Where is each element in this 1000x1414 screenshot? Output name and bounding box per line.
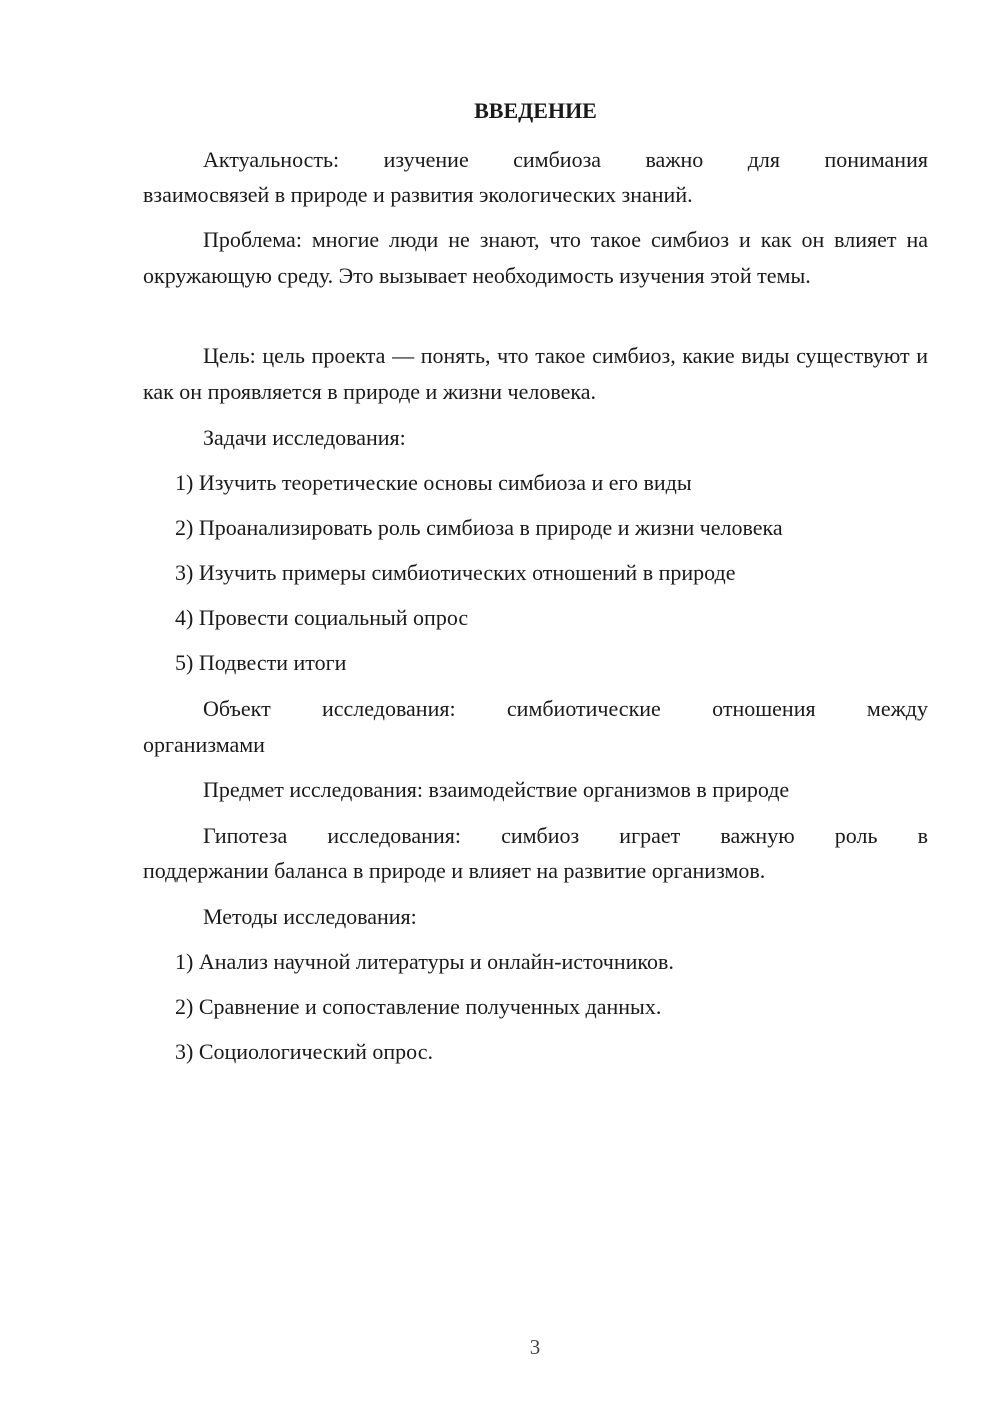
object-rest: организмами [143,732,265,757]
problem-text: Проблема: многие люди не знают, что такое симбиоз и как он влияет на окружающую среду. Это вызывает необходимость изучения этой темы. [143,227,928,288]
task-item: 3) Изучить примеры симбиотических отношений в природе [175,560,736,585]
goal-text: Цель: цель проекта — понять, что такое симбиоз, какие виды существуют и как он проявляется в природе и жизни человека. [143,343,928,404]
hypothesis-word: исследования: [327,823,461,848]
methods-heading: Методы исследования: [203,904,417,929]
page-number: 3 [529,1335,541,1359]
hypothesis-word: симбиоз [501,823,580,848]
relevance-word: Актуальность: [203,147,340,172]
problem-paragraph [143,222,928,293]
task-item: 2) Проанализировать роль симбиоза в природе и жизни человека [175,515,783,540]
object-word: симбиотические [506,696,661,721]
page-title: ВВЕДЕНИЕ [474,98,597,123]
relevance-word: важно [645,147,704,172]
hypothesis-word: в [917,823,928,848]
relevance-rest: взаимосвязей в природе и развития экологических знаний. [143,182,693,207]
task-item: 1) Изучить теоретические основы симбиоза и его виды [175,470,692,495]
hypothesis-first-line [203,822,928,850]
hypothesis-word: важную [720,823,795,848]
object-word: между [866,696,928,721]
method-item: 3) Социологический опрос. [175,1039,433,1064]
relevance-first-line [203,146,928,174]
subject-line: Предмет исследования: взаимодействие организмов в природе [203,777,790,802]
goal-paragraph [143,338,928,409]
relevance-word: симбиоза [513,147,602,172]
hypothesis-rest: поддержании баланса в природе и влияет на развитие организмов. [143,858,766,883]
method-item: 2) Сравнение и сопоставление полученных данных. [175,994,662,1019]
relevance-word: изучение [383,147,469,172]
object-word: исследования: [322,696,456,721]
hypothesis-word: Гипотеза [203,823,288,848]
hypothesis-word: играет [619,823,681,848]
relevance-word: для [747,147,781,172]
relevance-word: понимания [824,147,928,172]
task-item: 5) Подвести итоги [175,650,347,675]
object-first-line [203,695,928,723]
task-item: 4) Провести социальный опрос [175,605,469,630]
method-item: 1) Анализ научной литературы и онлайн-источников. [175,949,674,974]
hypothesis-word: роль [834,823,878,848]
object-word: Объект [203,696,271,721]
tasks-heading: Задачи исследования: [203,425,406,450]
object-word: отношения [712,696,816,721]
